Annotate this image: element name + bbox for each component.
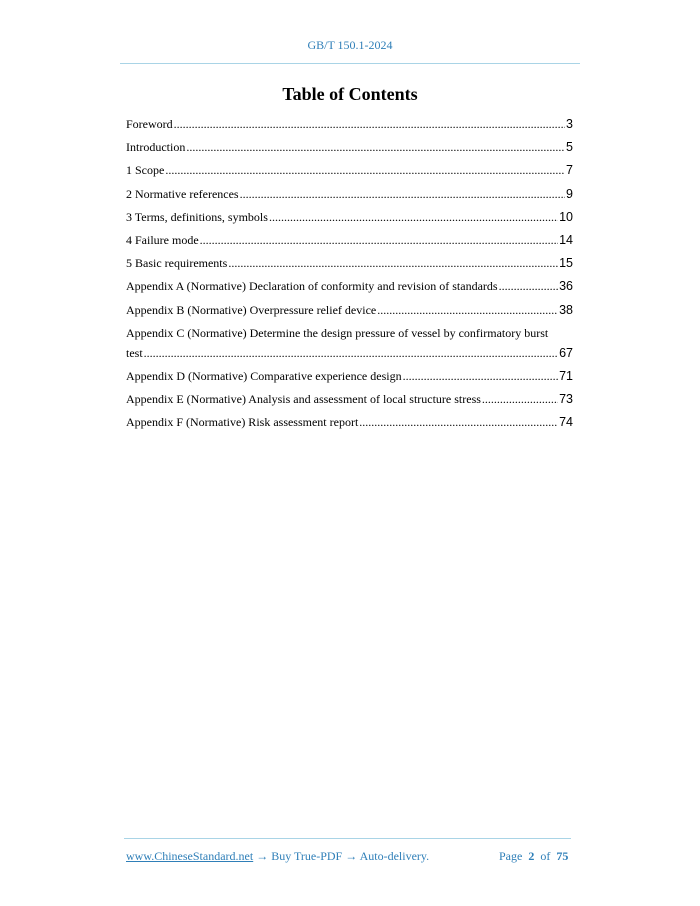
- toc-entry-label: 3 Terms, definitions, symbols: [126, 209, 268, 224]
- toc-leader-dots: [228, 256, 558, 271]
- toc-leader-dots: [165, 163, 565, 178]
- toc-page-number: 5: [566, 140, 573, 155]
- toc-entry-label: 2 Normative references: [126, 186, 239, 201]
- toc-entry-basic-requirements[interactable]: [126, 256, 573, 279]
- arrow-icon: →: [256, 849, 269, 863]
- toc-entry-label: Appendix E (Normative) Analysis and assessment of local structure stress: [126, 391, 481, 406]
- toc-entry-label: 5 Basic requirements: [126, 256, 228, 271]
- toc-entry-label: Foreword: [126, 117, 173, 131]
- toc-page-number: 10: [559, 209, 573, 224]
- toc-entry-appendix-c[interactable]: [126, 326, 573, 369]
- arrow-icon: →: [345, 849, 358, 863]
- toc-entry-appendix-b[interactable]: [126, 303, 573, 326]
- page-header: GB/T 150.1-2024: [307, 38, 393, 52]
- toc-page-number: 15: [559, 256, 573, 271]
- toc-page-number: 9: [566, 186, 573, 201]
- toc-page-number: 74: [559, 415, 573, 430]
- toc-page-number: 38: [559, 302, 573, 317]
- table-of-contents: [126, 117, 573, 438]
- toc-page-number: 67: [559, 345, 573, 360]
- toc-page-number: 73: [559, 391, 573, 406]
- page-total: 75: [556, 849, 569, 863]
- toc-entry-label: 1 Scope: [126, 163, 165, 178]
- toc-leader-dots: [174, 117, 565, 132]
- delivery-text: Auto-delivery.: [359, 849, 430, 863]
- toc-page-number: 36: [559, 279, 573, 294]
- toc-leader-dots: [240, 187, 565, 202]
- toc-leader-dots: [359, 415, 558, 430]
- toc-entry-label: Appendix F (Normative) Risk assessment report: [126, 415, 359, 430]
- toc-entry-introduction[interactable]: [126, 140, 573, 163]
- page-current: 2: [528, 849, 535, 863]
- toc-leader-dots: [186, 140, 565, 155]
- toc-entry-appendix-e[interactable]: [126, 392, 573, 415]
- toc-leader-dots: [269, 210, 558, 225]
- toc-page-number: 14: [559, 232, 573, 247]
- toc-entry-failure-mode[interactable]: [126, 233, 573, 256]
- toc-entry-foreword[interactable]: [126, 117, 573, 140]
- toc-entry-terms[interactable]: [126, 210, 573, 233]
- page-of: of: [540, 849, 551, 863]
- toc-leader-dots: [403, 369, 559, 384]
- footer-links: [126, 849, 429, 864]
- toc-leader-dots: [144, 346, 558, 361]
- page-indicator: [499, 849, 568, 864]
- toc-leader-dots: [482, 392, 558, 407]
- buy-text: Buy True-PDF: [271, 849, 343, 863]
- toc-entry-label: 4 Failure mode: [126, 232, 199, 247]
- toc-leader-dots: [499, 279, 559, 294]
- site-link[interactable]: www.ChineseStandard.net: [126, 849, 254, 863]
- toc-leader-dots: [377, 303, 558, 318]
- toc-entry-label: Appendix C (Normative) Determine the design pressure of vessel by confirmatory burst: [126, 325, 549, 340]
- page-title: Table of Contents: [282, 84, 418, 104]
- toc-entry-label-continued: test: [126, 345, 143, 360]
- toc-entry-label: Appendix A (Normative) Declaration of conformity and revision of standards: [126, 279, 498, 294]
- toc-page-number: 3: [566, 117, 573, 131]
- toc-entry-label: Appendix D (Normative) Comparative experience design: [126, 368, 402, 383]
- toc-entry-label: Appendix B (Normative) Overpressure relief device: [126, 302, 377, 317]
- page-word: Page: [499, 849, 523, 863]
- toc-entry-appendix-d[interactable]: [126, 369, 573, 392]
- toc-entry-scope[interactable]: [126, 163, 573, 186]
- toc-page-number: 7: [566, 163, 573, 178]
- toc-entry-appendix-f[interactable]: [126, 415, 573, 438]
- header-divider: [120, 63, 580, 64]
- toc-entry-appendix-a[interactable]: [126, 279, 573, 302]
- footer-divider: [124, 838, 571, 839]
- toc-entry-normative-references[interactable]: [126, 187, 573, 210]
- toc-entry-label: Introduction: [126, 140, 186, 155]
- toc-leader-dots: [200, 233, 558, 248]
- toc-page-number: 71: [559, 368, 573, 383]
